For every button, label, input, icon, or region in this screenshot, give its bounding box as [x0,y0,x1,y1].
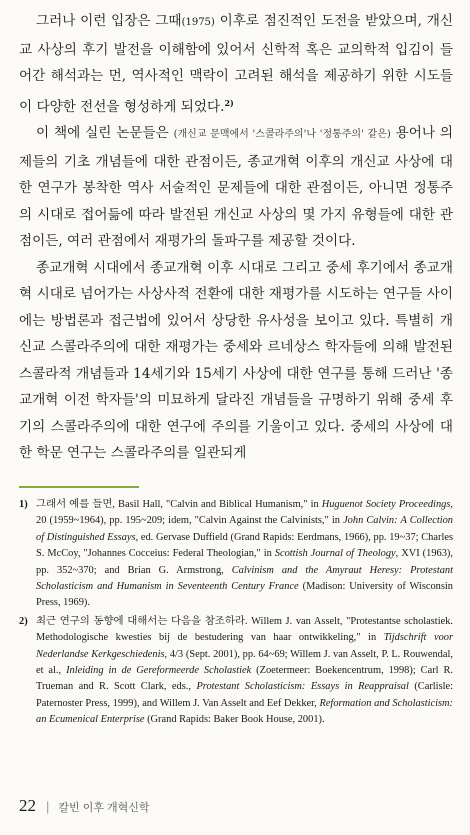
fn1-title-1: Huguenot Society Proceedings [321,499,451,510]
fn1-b: , 20 (1959~1964), pp. 195~209; idem, "Calvin Against the Calvinists," in [36,499,453,527]
p1-text-a: 그러나 이런 입장은 그때 [36,13,182,29]
fn1-e: (Madison: University of Wisconsin Press, 1969). [36,581,453,609]
p2-text-b: 용어나 의제들의 기초 개념들에 대한 관점이든, 종교개혁 이후의 개신교 사상에 대한 연구가 봉착한 역사 서술적인 문제들에 대한 관점이든, 아니면 정통주의 시대로 접어듦에 따라 발전된 개신교 사상의 몇 가지 유형들에 대한 관점이든, 여러 관점에서 재평가의 돌파구를 제공할 것이다. [19,125,454,249]
paragraph-3: 종교개혁 시대에서 종교개혁 이후 시대로 그리고 중세 후기에서 종교개혁 시대로 넘어가는 사상사적 전환에 대한 재평가를 시도하는 연구들 사이에는 방법론과 접근법에 있어서 상당한 유사성을 보이고 있다. 특별히 개신교 스콜라주의에 대한 재평가는 중세와 르네상스 학자들에 의해 발전된 스콜라적 개념들과 14세기와 15세기 사상에 대한 연구를 통해 드러난 '종교개혁 이전 학자들'의 미묘하게 달라진 개념들을 규명하기 위해 중세 후기의 스콜라주의에 대한 연구에 주의를 기울이고 있다. 중세의 사상에 대한 학문 연구는 스콜라주의를 일관되게 [19,259,453,461]
p2-inline-note: (개신교 문맥에서 '스콜라주의'나 '정통주의' 같은) [173,129,391,140]
fn1-title-3: Scottish Journal of Theology [274,548,396,560]
body-text [19,8,453,467]
fn2-c: (Zoetermeer: Boekencentrum, 1998); Carl R. Trueman and R. Scott Clark, eds., [36,665,453,693]
fn1-d: , XVI (1963), pp. 352~370; and Brian G. Armstrong, [36,548,453,576]
fn2-title-1: Tijdschrift voor Nederlandse Kerkgeschiedenis [36,632,454,660]
p2-text-a: 이 책에 실린 논문들은 [36,125,174,141]
p1-year: (1975) [181,17,215,28]
footnotes [19,497,453,731]
fn2-title-3: Protestant Scholasticism: Essays in Reappraisal [196,681,409,693]
page-footer [19,796,150,816]
fn1-title-4: Calvinism and the Amyraut Heresy: Protestant Scholasticism and Humanism in Seventeenth Century France [36,564,453,593]
fn2-title-4: Reformation and Scholasticism: an Ecumenical Enterprise [36,697,453,726]
fn2-b: , 4/3 (Sept. 2001), pp. 64~69; Willem J. van Asselt, P. L. Rouwendal, et al., [36,648,453,677]
paragraph-1 [19,8,453,120]
fn2-d: (Carlisle: Paternoster Press, 1999), and Willem J. Van Asselt and Eef Dekker, [36,681,454,709]
fn2-title-2: Inleiding in de Gereformeerde Scholastiek [66,665,252,677]
footnote-1 [19,497,453,612]
footnote-divider [19,486,139,488]
footnote-1-number: 1) [19,499,28,510]
footnote-2 [19,614,453,729]
p1-text-b: 이후로 점진적인 도전을 받았으며, 개신교 사상의 후기 발전을 이해함에 있어서 신학적 혹은 교의학적 입김이 들어간 해석과는 먼, 역사적인 맥락이 고려된 해석을 제공하기 위한 시도들이 다양한 전선을 형성하게 되었다. [19,13,453,115]
book-title: 칼빈 이후 개혁신학 [58,802,150,814]
fn1-c: , ed. Gervase Duffield (Grand Rapids: Eerdmans, 1966), pp. 19~37; Charles S. McCoy, "Johannes Cocceius: Federal Theologian," in [36,531,453,560]
footer-separator: | [46,799,50,814]
footnote-2-number: 2) [19,615,28,627]
paragraph-2 [19,120,453,255]
fn1-title-2: John Calvin: A Collection of Distinguished Essays [36,515,453,543]
fn2-a: 최근 연구의 동향에 대해서는 다음을 참조하라. Willem J. van Asselt, "Protestantse scholastiek. Methodologische kwesties bij de bestudering van haar ontwikkeling," in [36,615,453,644]
footnote-ref-2[interactable]: 2) [224,97,234,108]
page-number: 22 [19,796,36,815]
fn2-e: (Grand Rapids: Baker Book House, 2001). [144,714,325,726]
fn1-a: 그래서 예를 들면, Basil Hall, "Calvin and Biblical Humanism," in [36,499,322,510]
